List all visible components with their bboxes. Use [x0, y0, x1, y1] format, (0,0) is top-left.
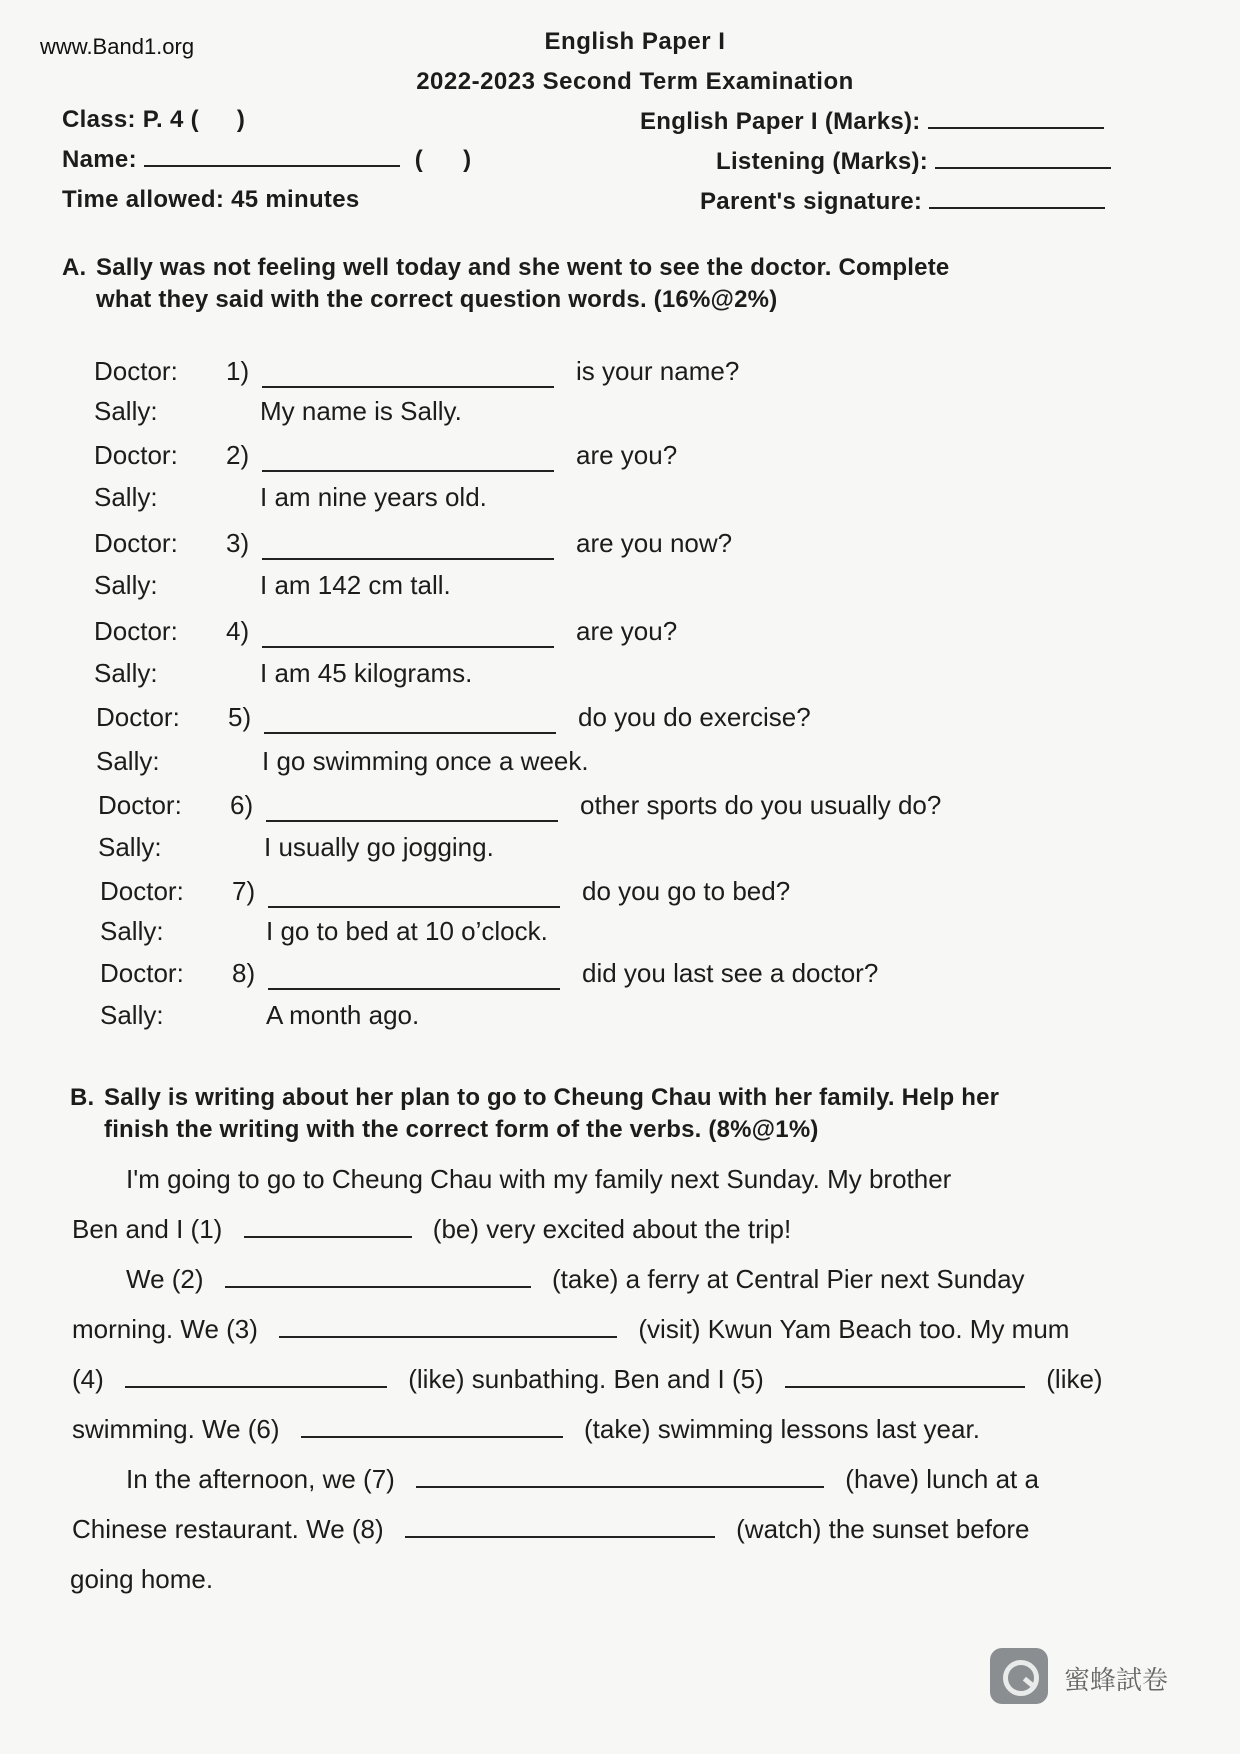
listening-field — [716, 148, 1111, 176]
listening-blank[interactable] — [935, 167, 1111, 169]
name-paren-close: ) — [463, 146, 472, 173]
sally-answer: I usually go jogging. — [264, 832, 494, 862]
doctor-label: Doctor: — [94, 616, 178, 646]
name-field — [62, 146, 471, 174]
para-line-2 — [72, 1214, 791, 1245]
question-number: 3) — [226, 528, 250, 558]
para-text: In the afternoon, we (7) — [126, 1464, 395, 1494]
answer-blank[interactable] — [262, 386, 554, 388]
verb-blank-1[interactable] — [244, 1236, 412, 1238]
sally-answer: I go to bed at 10 o’clock. — [266, 916, 548, 946]
class-close: ) — [236, 106, 246, 133]
para-text: (watch) the sunset before — [736, 1514, 1030, 1544]
class-label: Class: P. 4 ( — [62, 106, 199, 133]
doctor-label: Doctor: — [94, 440, 178, 470]
verb-blank-6[interactable] — [301, 1436, 563, 1438]
section-a-letter: A. — [62, 254, 87, 281]
para-text: (4) — [72, 1364, 104, 1394]
section-b-line1: Sally is writing about her plan to go to Cheung Chau with her family. Help her — [104, 1084, 1000, 1111]
sally-label: Sally: — [94, 658, 158, 688]
para-text: (visit) Kwun Yam Beach too. My mum — [638, 1314, 1070, 1344]
question-text: did you last see a doctor? — [582, 958, 879, 988]
exam-title: 2022-2023 Second Term Examination — [416, 68, 854, 95]
section-b-line2: finish the writing with the correct form of the verbs. (8%@1%) — [104, 1116, 819, 1143]
site-url: www.Band1.org — [40, 34, 195, 59]
para-text: swimming. We (6) — [72, 1414, 280, 1444]
listening-label: Listening (Marks): — [716, 148, 929, 175]
question-number: 6) — [230, 790, 254, 820]
section-a-line2: what they said with the correct question words. (16%@2%) — [96, 286, 778, 313]
paper-title: English Paper I — [544, 28, 726, 55]
para-text: (have) lunch at a — [845, 1464, 1039, 1494]
marks-label: English Paper I (Marks): — [640, 108, 921, 135]
question-number: 1) — [226, 356, 250, 386]
doctor-label: Doctor: — [98, 790, 182, 820]
class-field — [62, 106, 245, 134]
answer-blank[interactable] — [268, 906, 560, 908]
marks-blank[interactable] — [928, 127, 1104, 129]
question-number: 2) — [226, 440, 250, 470]
sally-label: Sally: — [94, 570, 158, 600]
verb-blank-3[interactable] — [279, 1336, 617, 1338]
verb-blank-5[interactable] — [785, 1386, 1025, 1388]
para-text: Chinese restaurant. We (8) — [72, 1514, 384, 1544]
sally-label: Sally: — [96, 746, 160, 776]
question-number: 8) — [232, 958, 256, 988]
para-line-9: going home. — [70, 1564, 214, 1594]
doctor-label: Doctor: — [94, 528, 178, 558]
sally-answer: I am 142 cm tall. — [260, 570, 451, 600]
para-text: (be) very excited about the trip! — [432, 1214, 792, 1244]
question-text: is your name? — [576, 356, 740, 386]
para-text: Ben and I (1) — [72, 1214, 223, 1244]
signature-blank[interactable] — [929, 207, 1105, 209]
signature-field — [700, 188, 1105, 216]
brand-logo-icon — [990, 1648, 1048, 1704]
doctor-label: Doctor: — [96, 702, 180, 732]
section-a-instructions — [62, 252, 949, 316]
sally-label: Sally: — [100, 916, 164, 946]
question-text: other sports do you usually do? — [580, 790, 942, 820]
para-line-1: I'm going to go to Cheung Chau with my family next Sunday. My brother — [126, 1164, 952, 1194]
sally-answer: I am nine years old. — [260, 482, 487, 512]
para-line-5 — [72, 1364, 1103, 1395]
question-number: 7) — [232, 876, 256, 906]
para-text: (take) a ferry at Central Pier next Sunday — [552, 1264, 1025, 1294]
doctor-label: Doctor: — [100, 876, 184, 906]
time-allowed: Time allowed: 45 minutes — [62, 186, 360, 213]
question-text: are you? — [576, 440, 678, 470]
question-text: do you do exercise? — [578, 702, 811, 732]
para-line-8 — [72, 1514, 1030, 1545]
answer-blank[interactable] — [262, 470, 554, 472]
brand-name: 蜜蜂試卷 — [1064, 1666, 1169, 1696]
sally-answer: I go swimming once a week. — [262, 746, 589, 776]
verb-blank-2[interactable] — [225, 1286, 531, 1288]
sally-answer: A month ago. — [266, 1000, 420, 1030]
answer-blank[interactable] — [262, 558, 554, 560]
answer-blank[interactable] — [268, 988, 560, 990]
para-text: (take) swimming lessons last year. — [584, 1414, 980, 1444]
question-text: do you go to bed? — [582, 876, 791, 906]
name-paren-open: ( — [414, 146, 424, 173]
para-text: (like) sunbathing. Ben and I (5) — [408, 1364, 764, 1394]
sally-label: Sally: — [98, 832, 162, 862]
doctor-label: Doctor: — [94, 356, 178, 386]
answer-blank[interactable] — [262, 646, 554, 648]
para-line-3 — [126, 1264, 1025, 1295]
sally-label: Sally: — [94, 396, 158, 426]
para-text: (like) — [1046, 1364, 1103, 1394]
question-text: are you now? — [576, 528, 733, 558]
para-line-7 — [126, 1464, 1039, 1495]
signature-label: Parent's signature: — [700, 188, 923, 215]
question-number: 5) — [228, 702, 252, 732]
verb-blank-7[interactable] — [416, 1486, 824, 1488]
question-number: 4) — [226, 616, 250, 646]
sally-label: Sally: — [100, 1000, 164, 1030]
question-text: are you? — [576, 616, 678, 646]
name-blank[interactable] — [144, 165, 400, 167]
verb-blank-4[interactable] — [125, 1386, 387, 1388]
para-line-4 — [72, 1314, 1069, 1345]
sally-answer: My name is Sally. — [260, 396, 462, 426]
sally-label: Sally: — [94, 482, 158, 512]
para-text: morning. We (3) — [72, 1314, 258, 1344]
verb-blank-8[interactable] — [405, 1536, 715, 1538]
marks-field — [640, 108, 1104, 136]
name-label: Name: — [62, 146, 137, 173]
para-text: We (2) — [126, 1264, 204, 1294]
answer-blank[interactable] — [264, 732, 556, 734]
para-line-6 — [72, 1414, 980, 1445]
section-b-instructions — [70, 1082, 999, 1146]
doctor-label: Doctor: — [100, 958, 184, 988]
answer-blank[interactable] — [266, 820, 558, 822]
sally-answer: I am 45 kilograms. — [260, 658, 473, 688]
section-a-line1: Sally was not feeling well today and she went to see the doctor. Complete — [96, 254, 950, 281]
section-b-letter: B. — [70, 1084, 95, 1111]
